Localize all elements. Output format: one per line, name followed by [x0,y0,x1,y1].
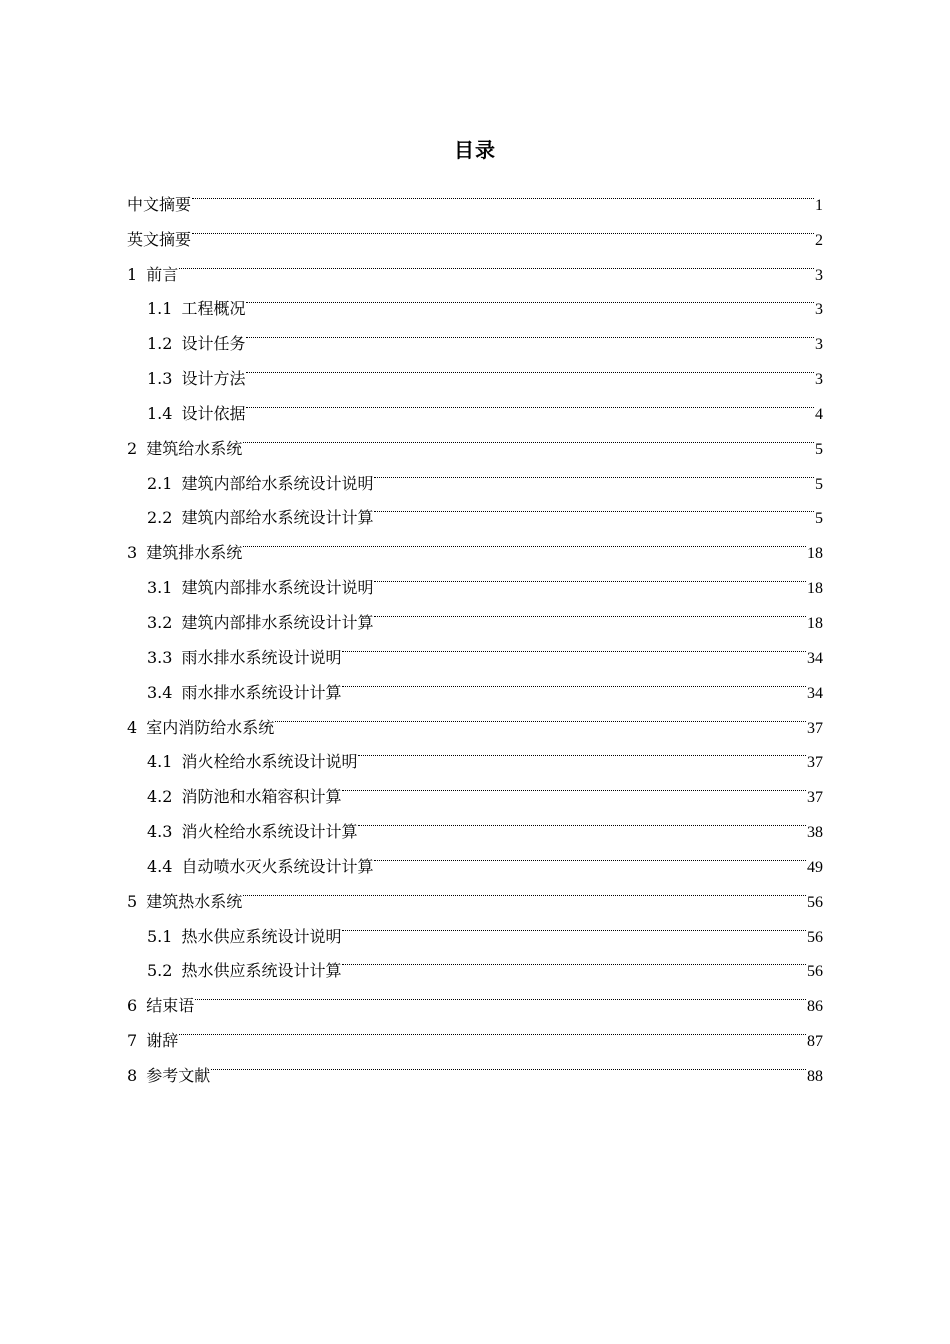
toc-dot-leader [195,976,806,1011]
toc-entry-page-number: 34 [807,684,823,702]
toc-entry-title: 雨水排水系统设计计算 [181,682,342,702]
toc-entry-page-number: 37 [807,789,823,807]
toc-entry-page-number: 37 [807,754,823,772]
toc-entry-title: 结束语 [146,996,195,1016]
toc-entry-number: 2 [127,438,138,458]
toc-entry-number: 2.2 [147,508,173,528]
toc-entry-title: 设计方法 [181,369,246,389]
toc-entry-page-number: 3 [815,266,823,284]
toc-dot-leader [192,175,814,210]
toc-entry-page-number: 18 [807,545,823,563]
toc-entry-number: 4.1 [147,752,173,772]
toc-entry-title: 自动喷水灭火系统设计计算 [181,856,374,876]
toc-entry-number: 3.4 [147,682,173,702]
toc-entry-number: 1.2 [147,334,173,354]
toc-entry-page-number: 5 [815,475,823,493]
toc-dot-leader [211,1046,806,1081]
toc-entry-page-number: 18 [807,614,823,632]
toc-entry-number: 3 [127,543,138,563]
toc-entry-page-number: 38 [807,824,823,842]
toc-entry-number: 4 [127,717,138,737]
toc-entry-page-number: 5 [815,510,823,528]
toc-entry-title: 谢辞 [146,1031,179,1051]
toc-dot-leader [243,523,806,558]
toc-entry-title: 建筑内部给水系统设计说明 [181,473,374,493]
toc-entry-title: 建筑内部排水系统设计计算 [181,612,374,632]
toc-dot-leader [179,245,814,280]
toc-entry-page-number: 56 [807,963,823,981]
toc-dot-leader [358,802,806,837]
toc-entry-title: 前言 [146,264,179,284]
toc-dot-leader [192,210,814,245]
toc-dot-leader [342,907,806,942]
toc-dot-leader [374,489,814,524]
toc-entry-title: 消火栓给水系统设计说明 [181,752,358,772]
toc-entry-page-number: 3 [815,336,823,354]
toc-dot-leader [246,280,814,315]
toc-entry-page-number: 3 [815,301,823,319]
toc-entry[interactable] [127,280,823,319]
toc-entry-number: 3.1 [147,578,173,598]
toc-entry-number: 8 [127,1065,138,1085]
toc-dot-leader [374,454,814,489]
toc-dot-leader [342,663,806,698]
toc-entry-number: 7 [127,1031,138,1051]
toc-dot-leader [243,872,806,907]
toc-entry-page-number: 86 [807,998,823,1016]
toc-entry-number: 4.2 [147,787,173,807]
toc-entry-title: 建筑给水系统 [146,438,243,458]
toc-entry-number: 4.4 [147,856,173,876]
toc-dot-leader [342,628,806,663]
toc-entry-page-number: 88 [807,1067,823,1085]
toc-entry-number: 1.1 [147,299,173,319]
toc-dot-leader [243,419,814,454]
toc-entry[interactable] [127,175,823,214]
toc-entry[interactable] [127,1046,823,1085]
toc-entry-page-number: 56 [807,928,823,946]
toc-entry-number: 3.3 [147,647,173,667]
toc-dot-leader [374,837,806,872]
toc-entry-number: 5.1 [147,926,173,946]
toc-entry-title: 设计任务 [181,334,246,354]
toc-entry-page-number: 37 [807,719,823,737]
toc-title: 目录 [454,138,496,162]
toc-entry-title: 建筑内部给水系统设计计算 [181,508,374,528]
toc-dot-leader [342,767,806,802]
toc-dot-leader [358,733,806,768]
toc-dot-leader [275,698,806,733]
toc-entry-number: 1 [127,264,138,284]
toc-entry[interactable] [127,1011,823,1051]
toc-entry-title: 设计依据 [181,403,246,423]
toc-entry-page-number: 34 [807,649,823,667]
toc-entry-number: 3.2 [147,612,173,632]
toc-entry-number: 1.3 [147,369,173,389]
toc-dot-leader [179,1011,806,1046]
toc-dot-leader [342,942,806,977]
toc-entry-number: 4.3 [147,822,173,842]
toc-entry-page-number: 49 [807,858,823,876]
toc-entry-title: 参考文献 [146,1065,211,1085]
toc-entry-number: 5 [127,891,138,911]
toc-entry-page-number: 87 [807,1033,823,1051]
toc-entry-title: 建筑内部排水系统设计说明 [181,578,374,598]
toc-entry-page-number: 3 [815,371,823,389]
toc-entry-title: 消火栓给水系统设计计算 [181,822,358,842]
toc-dot-leader [374,593,806,628]
toc-entry-title: 消防池和水箱容积计算 [181,787,342,807]
toc-entry-title: 热水供应系统设计计算 [181,961,342,981]
toc-entry-page-number: 4 [815,405,823,423]
toc-dot-leader [246,349,814,384]
toc-entry-number: 5.2 [147,961,173,981]
toc-entry-page-number: 1 [815,196,823,214]
toc-dot-leader [246,384,814,419]
toc-entry-number: 1.4 [147,403,173,423]
toc-entry-page-number: 5 [815,440,823,458]
toc-entry-page-number: 18 [807,580,823,598]
toc-entry[interactable] [127,245,823,284]
table-of-contents [127,175,823,1085]
toc-entry-title: 英文摘要 [127,229,192,249]
toc-entry-title: 建筑排水系统 [146,543,243,563]
toc-entry[interactable] [127,976,823,1016]
toc-entry-title: 中文摘要 [127,194,192,214]
toc-entry-title: 工程概况 [181,299,246,319]
toc-entry-number: 6 [127,996,138,1016]
toc-entry-title: 室内消防给水系统 [146,717,275,737]
toc-dot-leader [246,314,814,349]
toc-dot-leader [374,558,806,593]
toc-entry[interactable] [127,210,823,249]
toc-entry-title: 建筑热水系统 [146,891,243,911]
toc-entry-number: 2.1 [147,473,173,493]
toc-entry-page-number: 2 [815,231,823,249]
toc-entry-title: 雨水排水系统设计说明 [181,647,342,667]
toc-entry-title: 热水供应系统设计说明 [181,926,342,946]
toc-entry-page-number: 56 [807,893,823,911]
